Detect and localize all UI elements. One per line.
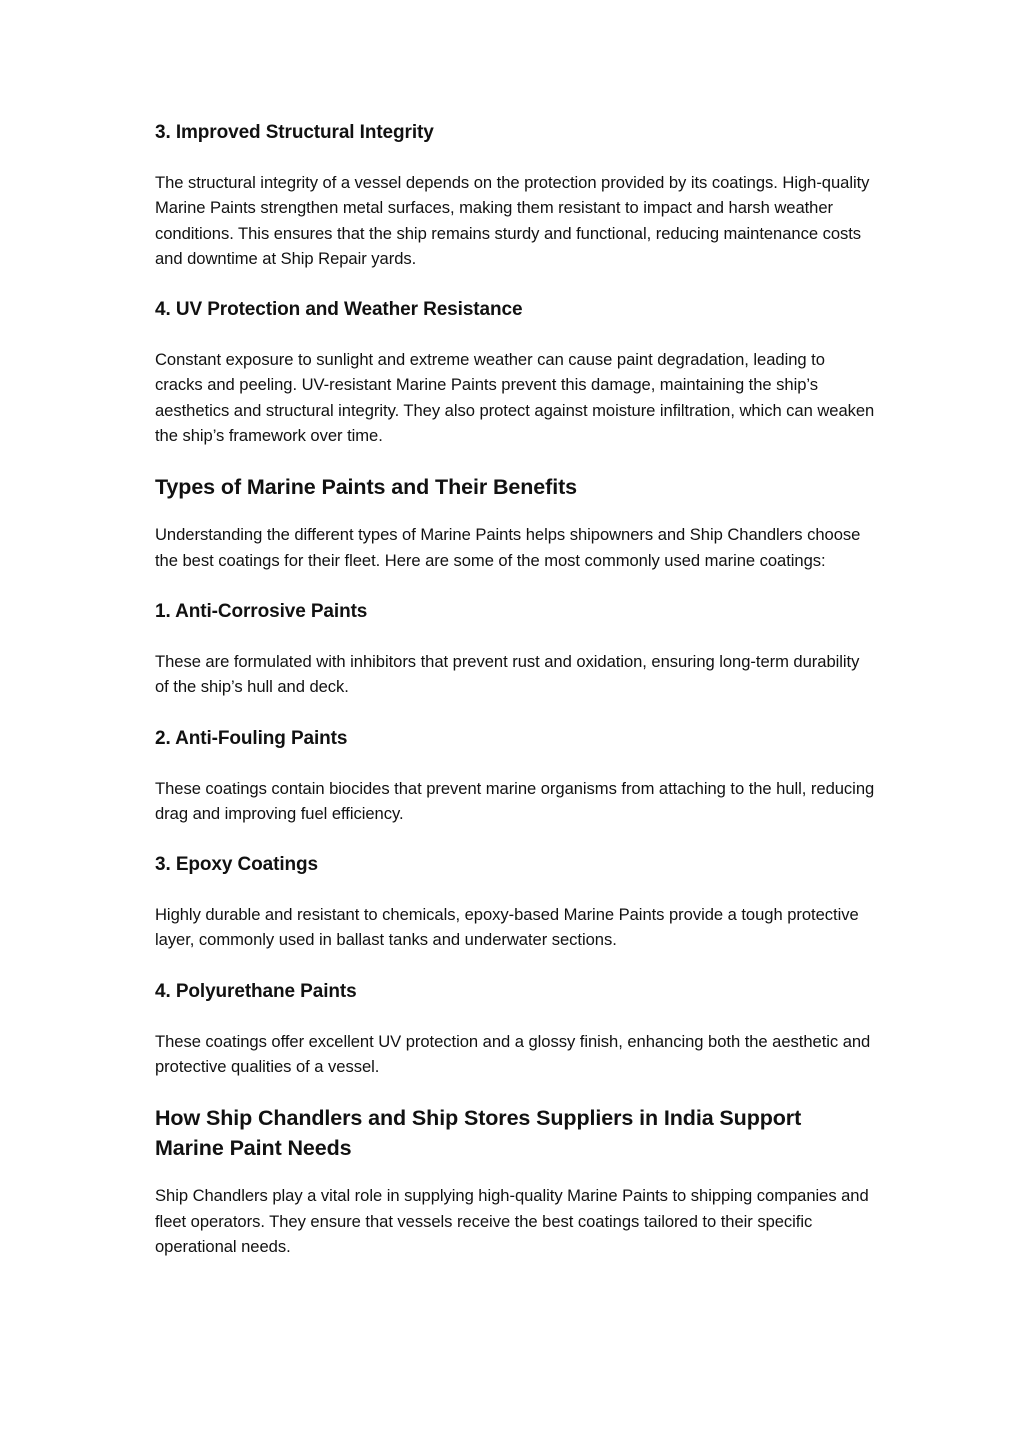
heading-types-of-marine-paints: Types of Marine Paints and Their Benefits [155, 475, 578, 500]
heading-anti-fouling-paints: 2. Anti-Fouling Paints [155, 727, 348, 749]
paragraph-anti-fouling-paints: These coatings contain biocides that prevent marine organisms from attaching to the hull, reducing drag and improving fuel efficiency. [155, 778, 875, 823]
heading-improved-structural-integrity: 3. Improved Structural Integrity [155, 122, 434, 143]
paragraph-anti-corrosive-paints: These are formulated with inhibitors that prevent rust and oxidation, ensuring long-term durability of the ship’s hull and deck. [155, 651, 860, 697]
paragraph-types-of-marine-paints: Understanding the different types of Marine Paints helps shipowners and Ship Chandlers choose the best coatings for their fleet. Here are some of the most commonly used marine coatings: [155, 525, 861, 570]
paragraph-uv-protection: Constant exposure to sunlight and extreme weather can cause paint degradation, leading to cracks and peeling. UV-resistant Marine Paints prevent this damage, maintaining the ship’s aesthetics and structural integrity. They also protect against moisture infiltration, which can weaken the ship’s framework over time. [155, 350, 875, 446]
document-page [155, 118, 875, 1283]
heading-ship-chandlers-support: How Ship Chandlers and Ship Stores Suppliers in India Support Marine Paint Needs [155, 1106, 802, 1161]
paragraph-polyurethane-paints: These coatings offer excellent UV protection and a glossy finish, enhancing both the aesthetic and protective qualities of a vessel. [155, 1031, 871, 1077]
heading-anti-corrosive-paints: 1. Anti-Corrosive Paints [155, 600, 368, 622]
paragraph-improved-structural-integrity: The structural integrity of a vessel depends on the protection provided by its coatings. High-quality Marine Paints strengthen metal surfaces, making them resistant to impact and harsh weather conditions. This ensures that the ship remains sturdy and functional, reducing maintenance costs and downtime at Ship Repair yards. [155, 173, 870, 268]
paragraph-ship-chandlers-support: Ship Chandlers play a vital role in supplying high-quality Marine Paints to shipping companies and fleet operators. They ensure that vessels receive the best coatings tailored to their specific operational needs. [155, 1186, 869, 1256]
heading-epoxy-coatings: 3. Epoxy Coatings [155, 854, 319, 876]
heading-uv-protection: 4. UV Protection and Weather Resistance [155, 299, 523, 321]
heading-polyurethane-paints: 4. Polyurethane Paints [155, 980, 357, 1002]
paragraph-epoxy-coatings: Highly durable and resistant to chemicals, epoxy-based Marine Paints provide a tough protective layer, commonly used in ballast tanks and underwater sections. [155, 905, 859, 950]
